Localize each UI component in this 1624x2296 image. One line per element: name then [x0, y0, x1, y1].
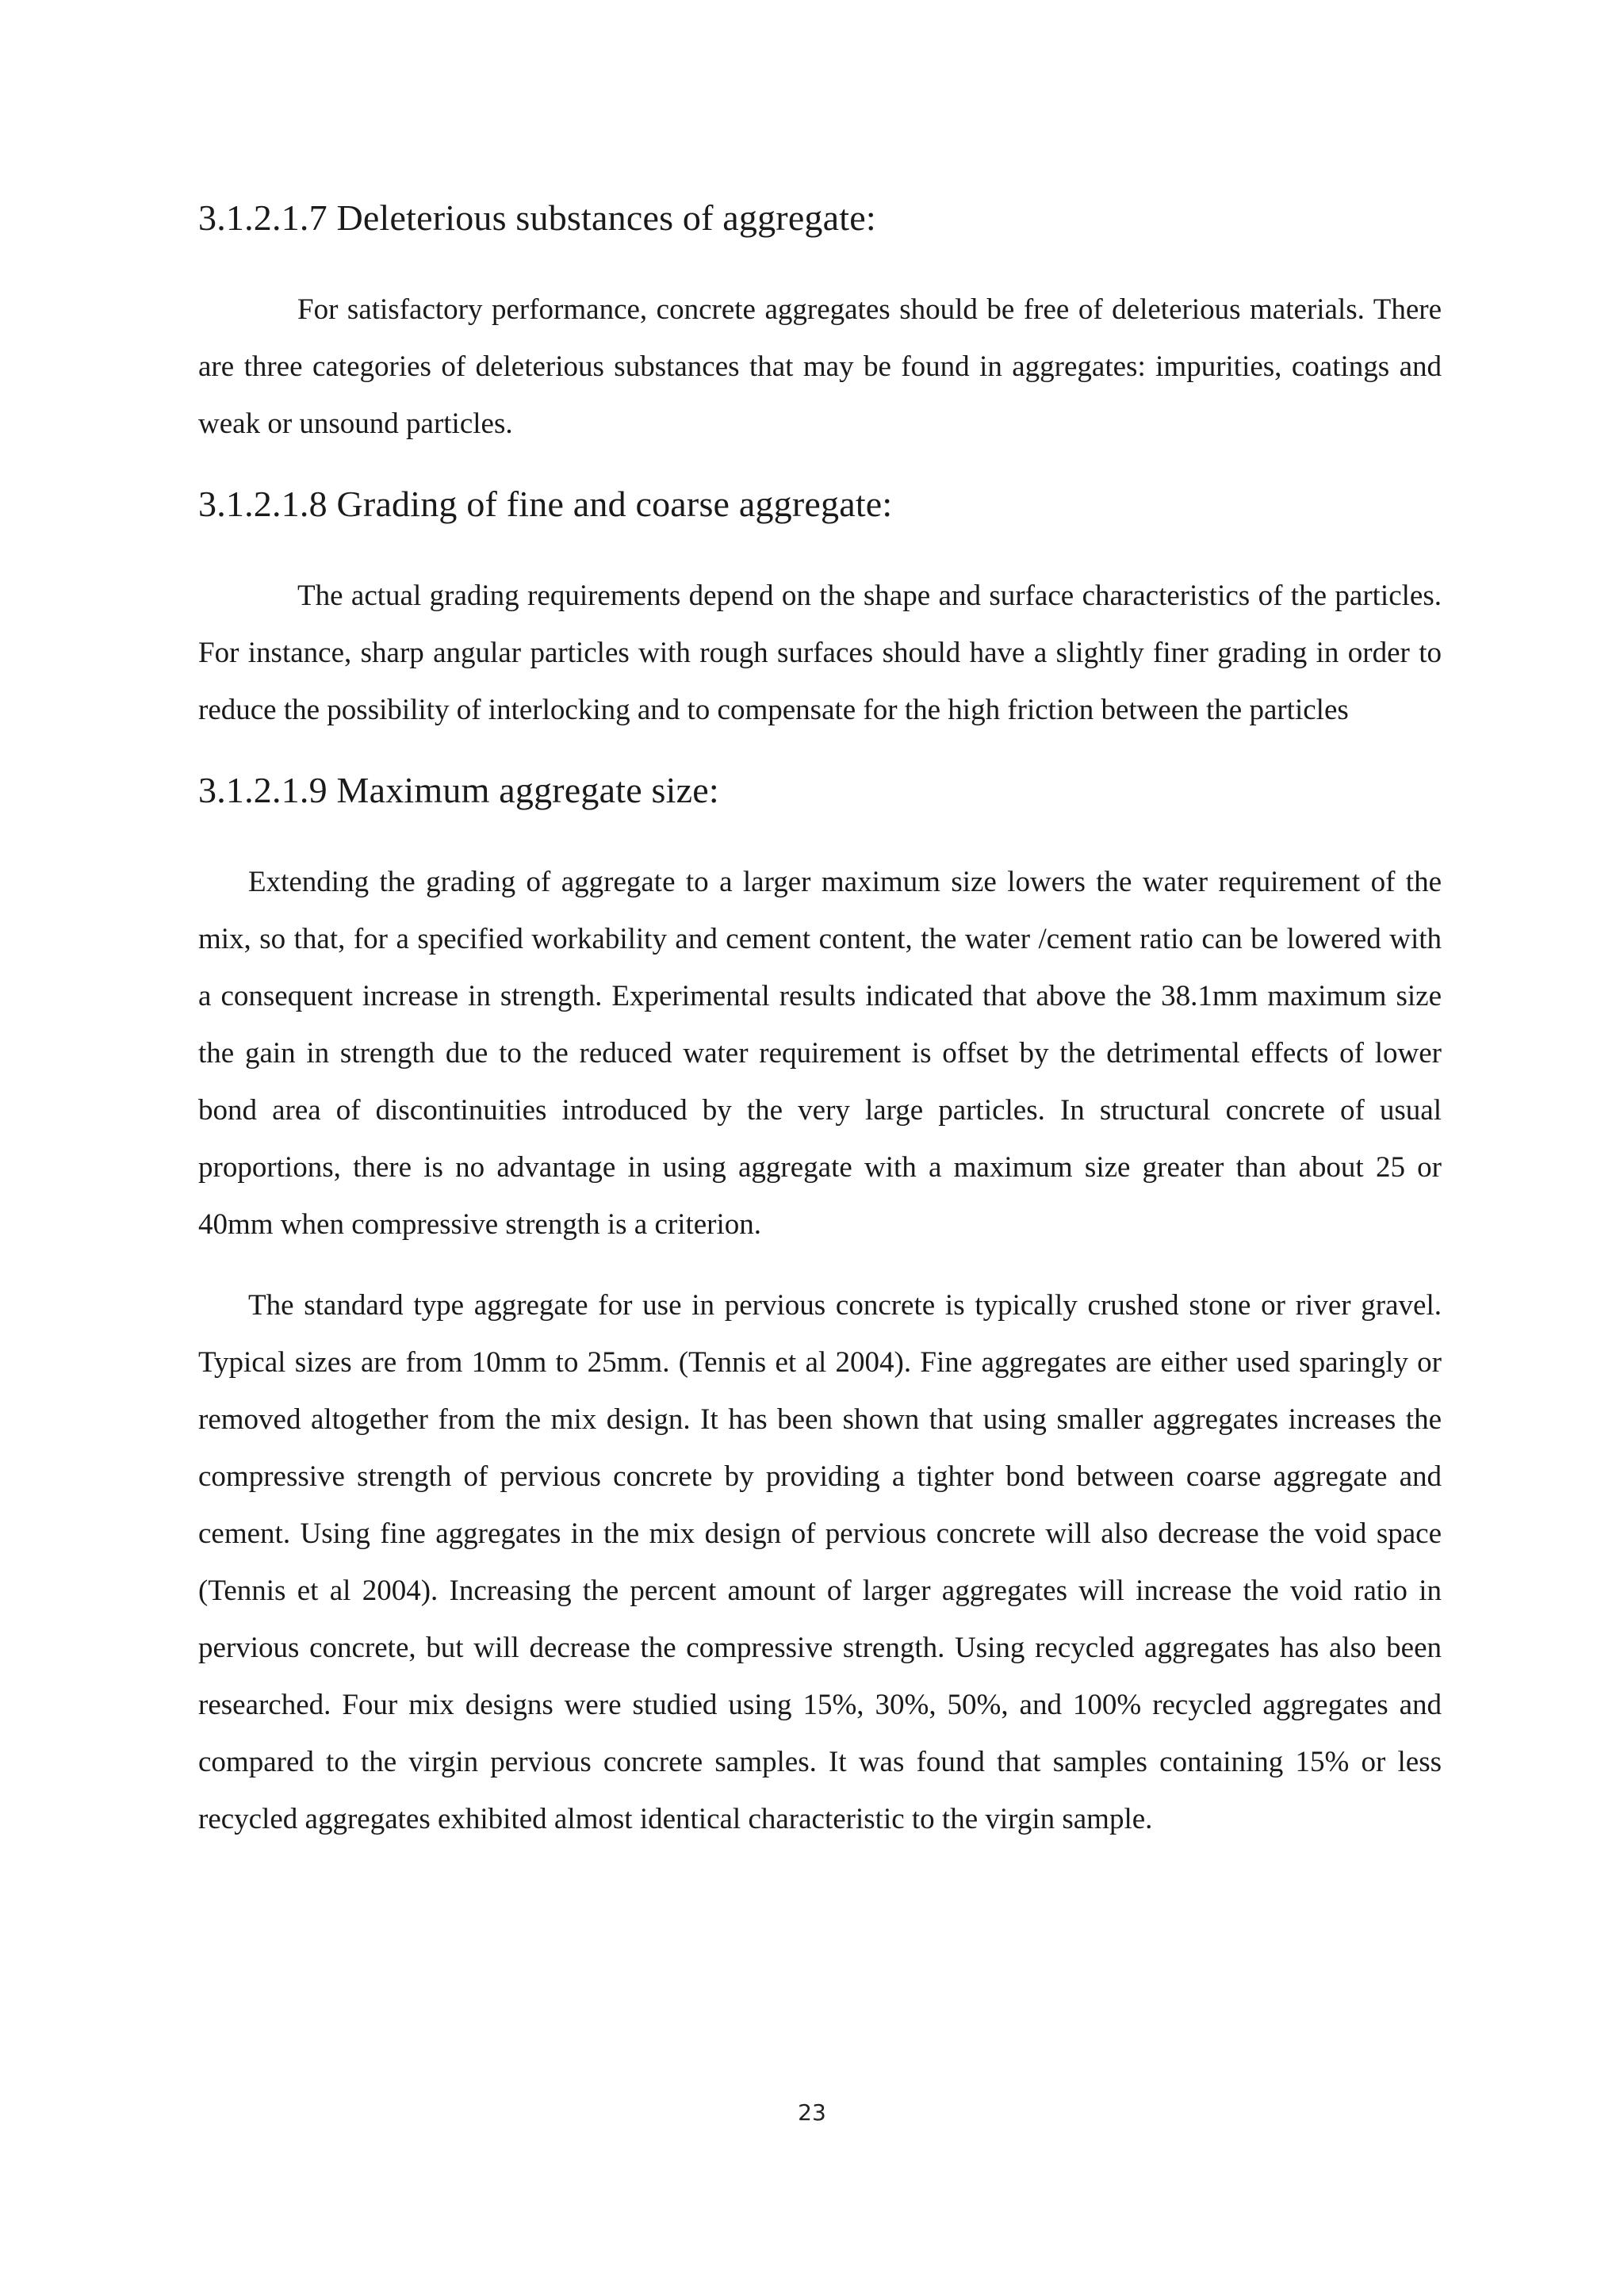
page-number: 23 — [798, 2099, 826, 2126]
paragraph-deleterious-substances: For satisfactory performance, concrete aggregates should be free of deleterious materials. There are three categories of deleterious substances that may be found in aggregates: impurities, coatings and weak or unsound particles. — [198, 293, 1442, 440]
paragraph-pervious-concrete-aggregate: The standard type aggregate for use in pervious concrete is typically crushed stone or river gravel. Typical sizes are from 10mm to 25mm. (Tennis et al 2004). Fine aggregates are either used sparingly or removed altogether from the mix design. It has been shown that using smaller aggregates increases the compressive strength of pervious concrete by providing a tighter bond between coarse aggregate and cement. Using fine aggregates in the mix design of pervious concrete will also decrease the void space (Tennis et al 2004). Increasing the percent amount of larger aggregates will increase the void ratio in pervious concrete, but will decrease the compressive strength. Using recycled aggregates has also been researched. Four mix designs were studied using 15%, 30%, 50%, and 100% recycled aggregates and compared to the virgin pervious concrete samples. It was found that samples containing 15% or less recycled aggregates exhibited almost identical characteristic to the virgin sample. — [198, 1289, 1442, 1835]
section-heading-deleterious-substances: 3.1.2.1.7 Deleterious substances of aggregate: — [198, 197, 876, 238]
paragraph-grading: The actual grading requirements depend on the shape and surface characteristics of the particles. For instance, sharp angular particles with rough surfaces should have a slightly finer grading in order to reduce the possibility of interlocking and to compensate for the high friction between the particles — [198, 580, 1442, 726]
section-heading-maximum-aggregate-size: 3.1.2.1.9 Maximum aggregate size: — [198, 770, 719, 810]
paragraph-maximum-aggregate-size: Extending the grading of aggregate to a larger maximum size lowers the water requirement of the mix, so that, for a specified workability and cement content, the water /cement ratio can be lowered with a consequent increase in strength. Experimental results indicated that above the 38.1mm maximum size the gain in strength due to the reduced water requirement is offset by the detrimental effects of lower bond area of discontinuities introduced by the very large particles. In structural concrete of usual proportions, there is no advantage in using aggregate with a maximum size greater than about 25 or 40mm when compressive strength is a criterion. — [198, 866, 1442, 1241]
page-content — [198, 190, 1442, 1848]
section-heading-grading: 3.1.2.1.8 Grading of fine and coarse aggregate: — [198, 484, 893, 524]
